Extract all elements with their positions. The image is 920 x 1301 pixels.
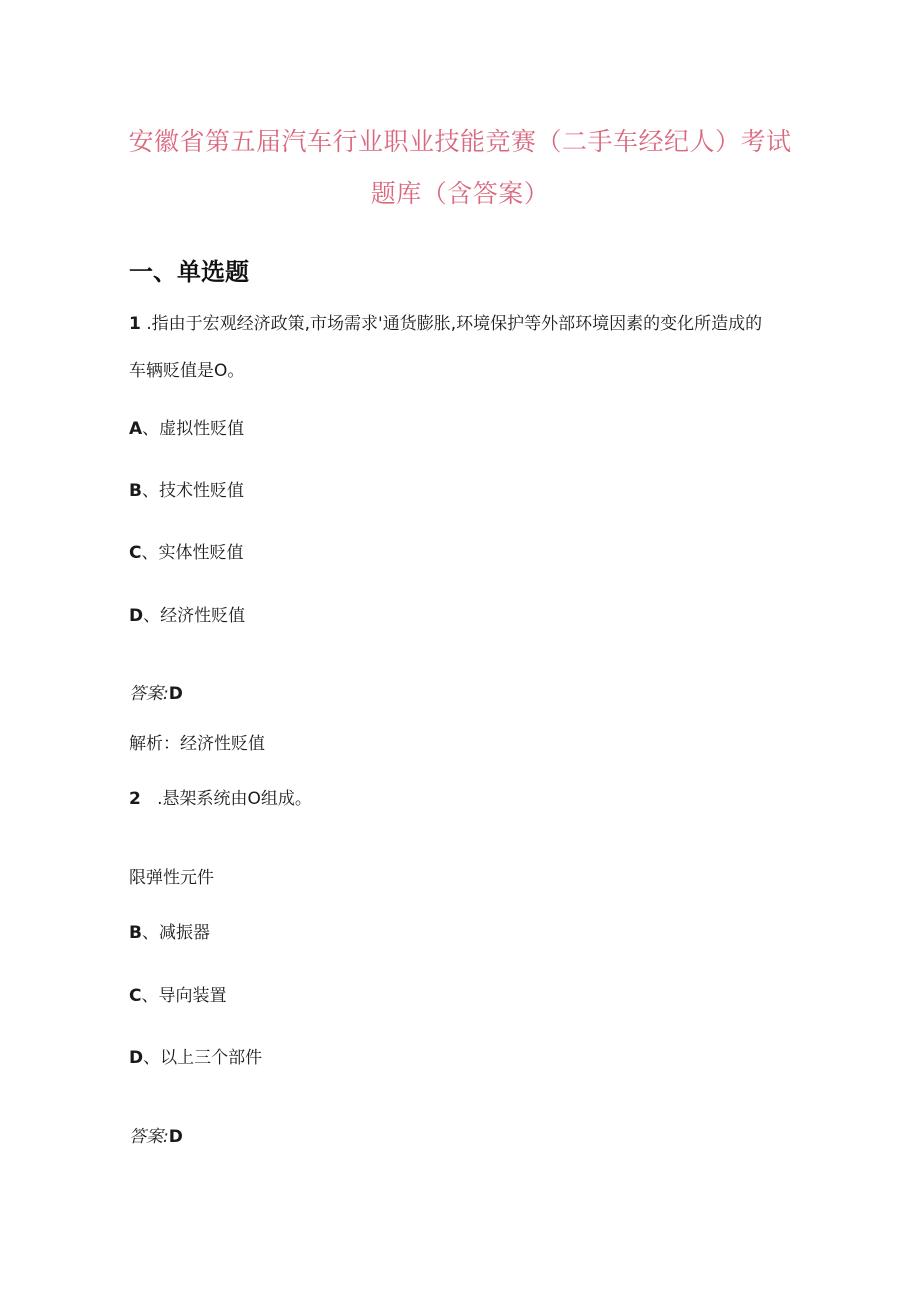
option-separator: 、 (141, 986, 159, 1006)
option-separator: 、 (141, 543, 159, 563)
answer-value: D (168, 684, 183, 704)
question-2-answer (129, 1122, 183, 1147)
option-letter: D (129, 1048, 144, 1068)
question-1-stem-line2: 车辆贬值是O。 (129, 361, 245, 381)
option-separator: 、 (142, 419, 160, 439)
option-text: 技术性贬值 (158, 481, 244, 501)
question-1-stem-line1: .指由于宏观经济政策,市场需求'通货膨胀,环境保护等外部环境因素的变化所造成的 (146, 314, 763, 334)
question-1-option-c (129, 538, 243, 563)
option-letter: A (129, 419, 143, 439)
document-title-line1: 安徽省第五届汽车行业职业技能竞赛（二手车经纪人）考试 (128, 127, 792, 156)
option-letter: B (129, 481, 142, 501)
option-text: 经济性贬值 (160, 606, 246, 626)
option-letter: D (129, 606, 144, 626)
option-separator: 、 (141, 923, 159, 943)
document-title-line2: 题库（含答案） (370, 179, 550, 208)
question-2-option-a: 限弹性元件 (129, 868, 214, 888)
question-2-stem (129, 784, 312, 809)
option-separator: 、 (141, 481, 159, 501)
option-text: 以上三个部件 (160, 1048, 263, 1068)
question-2-stem-line1: .悬架系统由O组成。 (157, 789, 312, 809)
answer-label: 答案: (129, 684, 169, 704)
question-1-option-a (129, 414, 244, 439)
section-heading: 一、单选题 (129, 258, 249, 286)
question-1-answer (129, 679, 183, 704)
question-1-option-d (129, 601, 245, 626)
answer-value: D (168, 1127, 183, 1147)
question-2-option-b (129, 918, 210, 943)
option-letter: C (129, 543, 142, 563)
option-letter: B (129, 923, 142, 943)
answer-label: 答案: (129, 1127, 169, 1147)
option-text: 实体性贬值 (158, 543, 244, 563)
question-1-option-b (129, 476, 244, 501)
option-text: 导向装置 (158, 986, 227, 1006)
question-1-number: 1 (129, 314, 141, 334)
option-letter: C (129, 986, 142, 1006)
option-text: 减振器 (158, 923, 210, 943)
question-1-analysis: 解析：经济性贬值 (129, 734, 265, 754)
question-2-number: 2 (129, 789, 141, 809)
option-text: 虚拟性贬值 (159, 419, 245, 439)
question-2-option-d (129, 1043, 262, 1068)
option-separator: 、 (143, 606, 161, 626)
question-2-option-c (129, 981, 226, 1006)
question-1-stem (129, 309, 762, 334)
option-separator: 、 (143, 1048, 161, 1068)
